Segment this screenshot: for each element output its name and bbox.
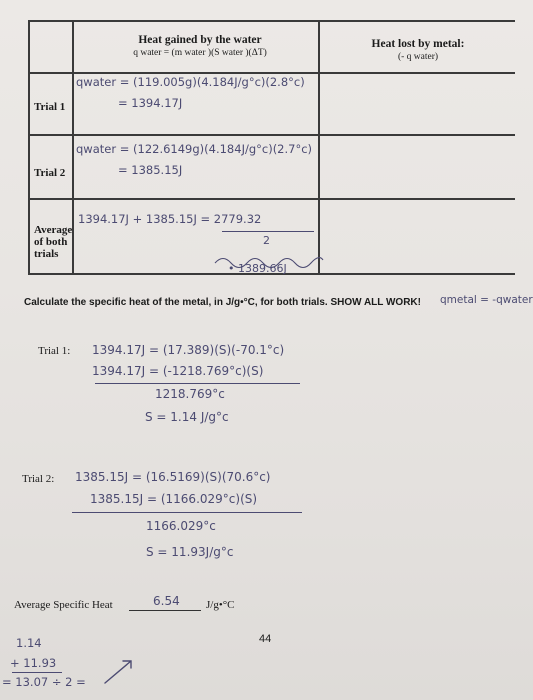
average-specific-heat-value: 6.54: [153, 594, 180, 608]
heat-gained-header: Heat gained by the water: [138, 34, 262, 46]
trial2-line3: 1166.029°c: [146, 519, 216, 533]
average-denominator: 2: [263, 234, 270, 247]
scratch-line2: + 11.93: [10, 656, 57, 670]
trial1-work-line1: qwater = (119.005g)(4.184J/g°c)(2.8°c): [76, 75, 305, 89]
average-answer-line: [129, 610, 201, 611]
trial2-work-line1: qwater = (122.6149g)(4.184J/g°c)(2.7°c): [76, 142, 313, 156]
average-specific-heat-unit: J/g•°C: [206, 599, 235, 611]
average-fraction-bar: [222, 231, 314, 232]
trial1-line2: 1394.17J = (-1218.769°c)(S): [92, 364, 264, 378]
average-specific-heat-label: Average Specific Heat: [14, 599, 113, 611]
trial2-line2: 1385.15J = (1166.029°c)(S): [90, 492, 258, 506]
heat-gained-formula: q water = (m water )(S water )(ΔT): [133, 48, 267, 58]
average-work-line1: 1394.17J + 1385.15J = 2779.32: [78, 212, 262, 226]
heat-lost-formula: (- q water): [397, 52, 439, 62]
average-result: • 1389.66J: [228, 262, 287, 275]
trial1-line1: 1394.17J = (17.389)(S)(-70.1°c): [92, 343, 285, 357]
scratch-line3: = 13.07 ÷ 2 =: [2, 675, 86, 689]
question-annotation: qmetal = -qwater: [440, 294, 533, 306]
trial2-work-line2: = 1385.15J: [118, 163, 183, 177]
trial2-line4: S = 11.93J/g°c: [146, 545, 234, 559]
trial1-divider: [95, 383, 300, 384]
trial1-work-line2: = 1394.17J: [118, 96, 183, 110]
trial2-row-label: Trial 2: [34, 167, 66, 179]
trial1-line3: 1218.769°c: [155, 387, 225, 401]
average-row-label: Average of both trials: [34, 224, 73, 260]
trial2-divider: [72, 512, 302, 513]
question-text: Calculate the specific heat of the metal, in J/g•°C, for both trials. SHOW ALL WORK!: [24, 297, 421, 308]
trial2-line1: 1385.15J = (16.5169)(S)(70.6°c): [75, 470, 271, 484]
trial1-label: Trial 1:: [38, 345, 71, 357]
trial2-label: Trial 2:: [22, 473, 55, 485]
arrow-mark: [101, 655, 137, 687]
scratch-underline: [12, 672, 62, 673]
heat-lost-header: Heat lost by metal:: [371, 38, 465, 50]
page-number: 44: [259, 633, 272, 645]
scratch-line1: 1.14: [16, 636, 42, 650]
trial1-row-label: Trial 1: [34, 101, 66, 113]
trial1-line4: S = 1.14 J/g°c: [145, 410, 229, 424]
